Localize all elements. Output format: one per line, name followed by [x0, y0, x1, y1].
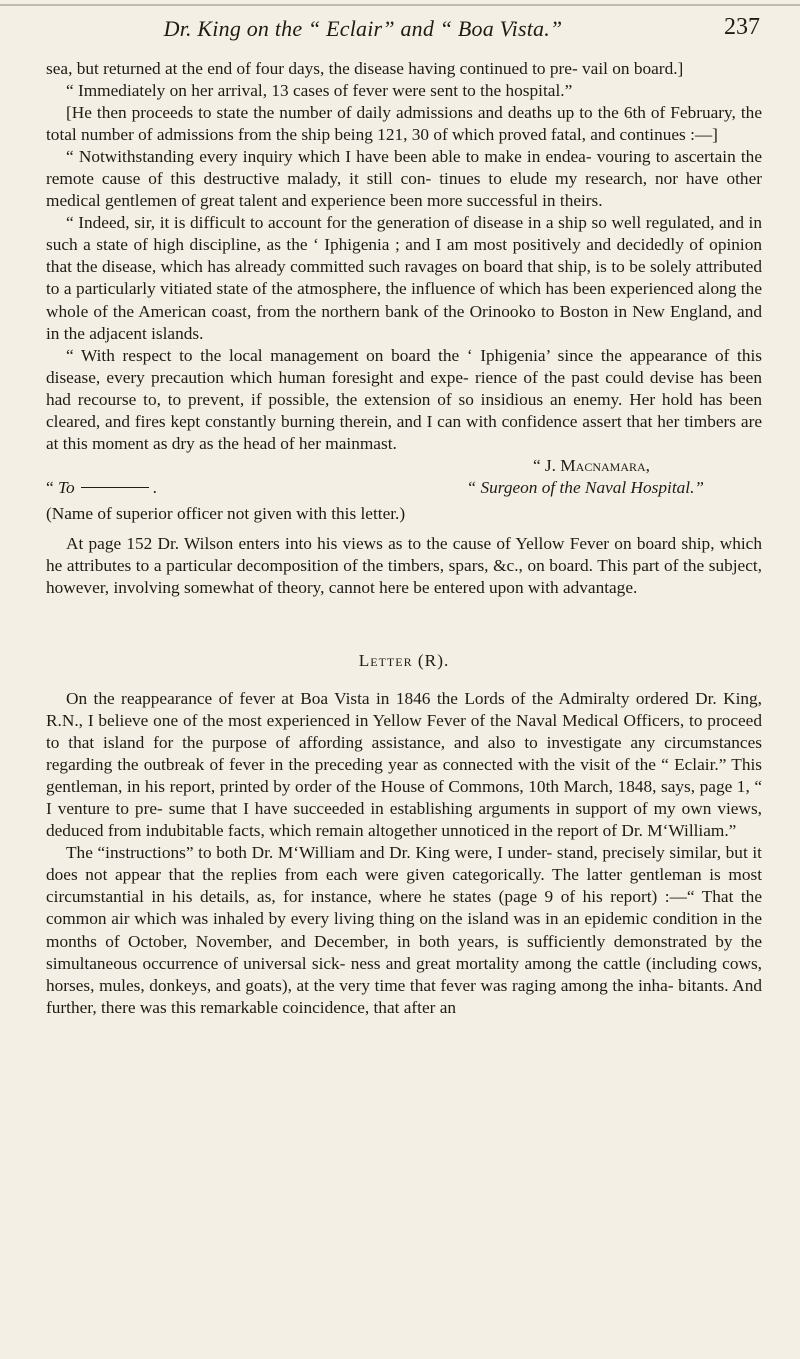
- signature-name: “ J. Macnamara,: [532, 455, 650, 475]
- section-heading: Letter (R).: [358, 650, 450, 670]
- page-number: 237: [724, 14, 760, 40]
- running-head: Dr. King on the “ Eclair” and “ Boa Vista.”: [163, 16, 563, 41]
- top-rule: [0, 4, 800, 6]
- signature-title: “ Surgeon of the Naval Hospital.”: [466, 477, 704, 497]
- addressee-line: [46, 477, 157, 499]
- editorial-note: (Name of superior officer not given with this letter.): [46, 503, 406, 523]
- addressee-quote: “: [46, 477, 54, 497]
- paragraph-continuation: sea, but returned at the end of four days, the disease having continued to pre- vail on board.]: [46, 59, 684, 78]
- page-body: [46, 58, 762, 1019]
- addressee-end: .: [152, 477, 157, 497]
- paragraph-editorial-bracket: [He then proceeds to state the number of daily admissions and deaths up to the 6th of February, the total number of admissions from the ship being 121, 30 of which proved fatal, and continues :—]: [46, 103, 762, 145]
- paragraph-local-management: “ With respect to the local management on board the ‘ Iphigenia’ since the appearance of this disease, every precaution which human foresight and expe- rience of the past could devise has been had recourse to, to prevent, if possible, the extension of so insidious an enemy. Her hold has been cleared, and fires kept constantly burning therein, and I can with confidence assert that her timbers are at this moment as dry as the head of her mainmast.: [46, 345, 762, 453]
- paragraph-reappearance: On the reappearance of fever at Boa Vista in 1846 the Lords of the Admiralty ordered Dr. King, R.N., I believe one of the most experienced in Yellow Fever of the Naval Medical Officers, to proceed to that island for the purpose of affording assistance, and also to investigate any circumstances regarding the outbreak of fever in the preceding year as connected with the visit of the “ Eclair.” This gentleman, in his report, printed by order of the House of Commons, 10th March, 1848, says, page 1, “ I venture to pre- sume that I have succeeded in establishing arguments in support of my own views, deduced from indubitable facts, which remain altogether unnoticed in the report of Dr. M‘William.”: [46, 688, 762, 841]
- addressee-label: To: [58, 477, 75, 497]
- paragraph-instructions: The “instructions” to both Dr. M‘William and Dr. King were, I under- stand, precisely similar, but it does not appear that the replies from each were given categorically. The latter gentleman is most circumstantial in his details, as, for instance, where he states (page 9 of his report) :—“ That the common air which was inhaled by every living thing on the island was in an epidemic condition in the months of October, November, and December, in both years, is sufficiently demonstrated by the simultaneous occurrence of universal sick- ness and great mortality among the cattle (including cows, horses, mules, donkeys, and goats), at the very time that fever was raging among the inha- bitants. And further, there was this remarkable coincidence, that after an: [46, 843, 762, 1017]
- page-header: [36, 14, 760, 44]
- paragraph-indeed: “ Indeed, sir, it is difficult to account for the generation of disease in a ship so well regulated, and in such a state of high discipline, as the ‘ Iphigenia ; and I am most positively and decidedly of opinion that the disease, which has already committed such ravages on board that ship, is to be solely attributed to a particularly vitiated state of the atmosphere, the influence of which has been experienced along the whole of the American coast, from the northern bank of the Orinooko to Boston in New England, and in the adjacent islands.: [46, 213, 762, 343]
- addressee-blank: [81, 487, 149, 488]
- signature-block: [46, 455, 762, 499]
- paragraph-wilson: At page 152 Dr. Wilson enters into his views as to the cause of Yellow Fever on board ship, which he attributes to a particular decomposition of the timbers, spars, &c., on board. This part of the subject, however, involving somewhat of theory, cannot here be entered upon with advantage.: [46, 533, 762, 597]
- paragraph-notwithstanding: “ Notwithstanding every inquiry which I have been able to make in endea- vouring to ascertain the remote cause of this destructive malady, it still con- tinues to elude my research, nor have other medical gentlemen of great talent and experience been more successful in theirs.: [46, 147, 762, 211]
- paragraph-immediately: “ Immediately on her arrival, 13 cases of fever were sent to the hospital.”: [66, 81, 573, 101]
